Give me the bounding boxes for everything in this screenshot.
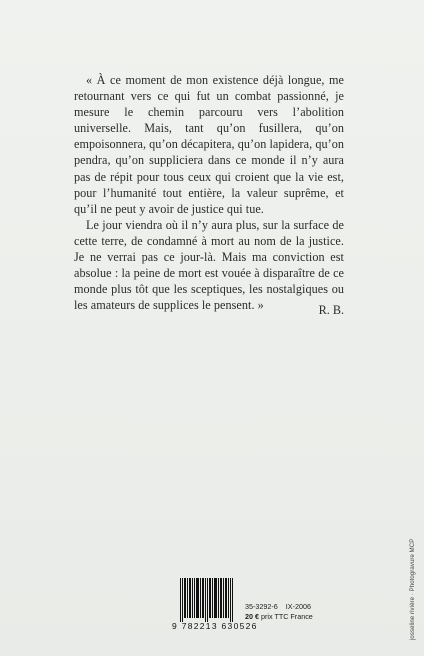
price: 20 € xyxy=(245,612,259,621)
barcode-icon xyxy=(178,578,236,622)
back-cover-quote xyxy=(74,72,344,313)
pricing-block xyxy=(245,602,313,622)
photo-credit: josseline rivière · Photogravure MCP xyxy=(410,538,416,640)
quote-paragraph-1: « À ce moment de mon existence déjà longue, me retournant vers ce qui fut un combat passionné, je mesure le chemin parcouru vers l’abolition universelle. Mais, tant qu’on fusillera, qu’on empoisonnera, qu’on décapitera, qu’on lapidera, qu’on pendra, qu’on suppliciera dans ce monde il n’y aura pas de répit pour tous ceux qui croient que la vie est, pour l’humanité tout entière, la valeur suprême, et qu’il ne peut y avoir de justice qui tue. xyxy=(74,73,345,216)
product-code: 35-3292-6 xyxy=(245,602,278,611)
isbn-number: 9 782213 630526 xyxy=(172,621,258,631)
edition-date: IX-2006 xyxy=(285,602,311,611)
quote-signature: R. B. xyxy=(318,303,344,317)
price-label: prix TTC France xyxy=(261,612,313,621)
quote-paragraph-2: Le jour viendra où il n’y aura plus, sur la surface de cette terre, de condamné à mort au nom de la justice. Je ne verrai pas ce jour-là. Mais ma conviction est absolue : la peine de mort est vouée à disparaître de ce monde plus tôt que les sceptiques, les nostalgiques ou les amateurs de supplices le pensent. » xyxy=(74,217,344,313)
